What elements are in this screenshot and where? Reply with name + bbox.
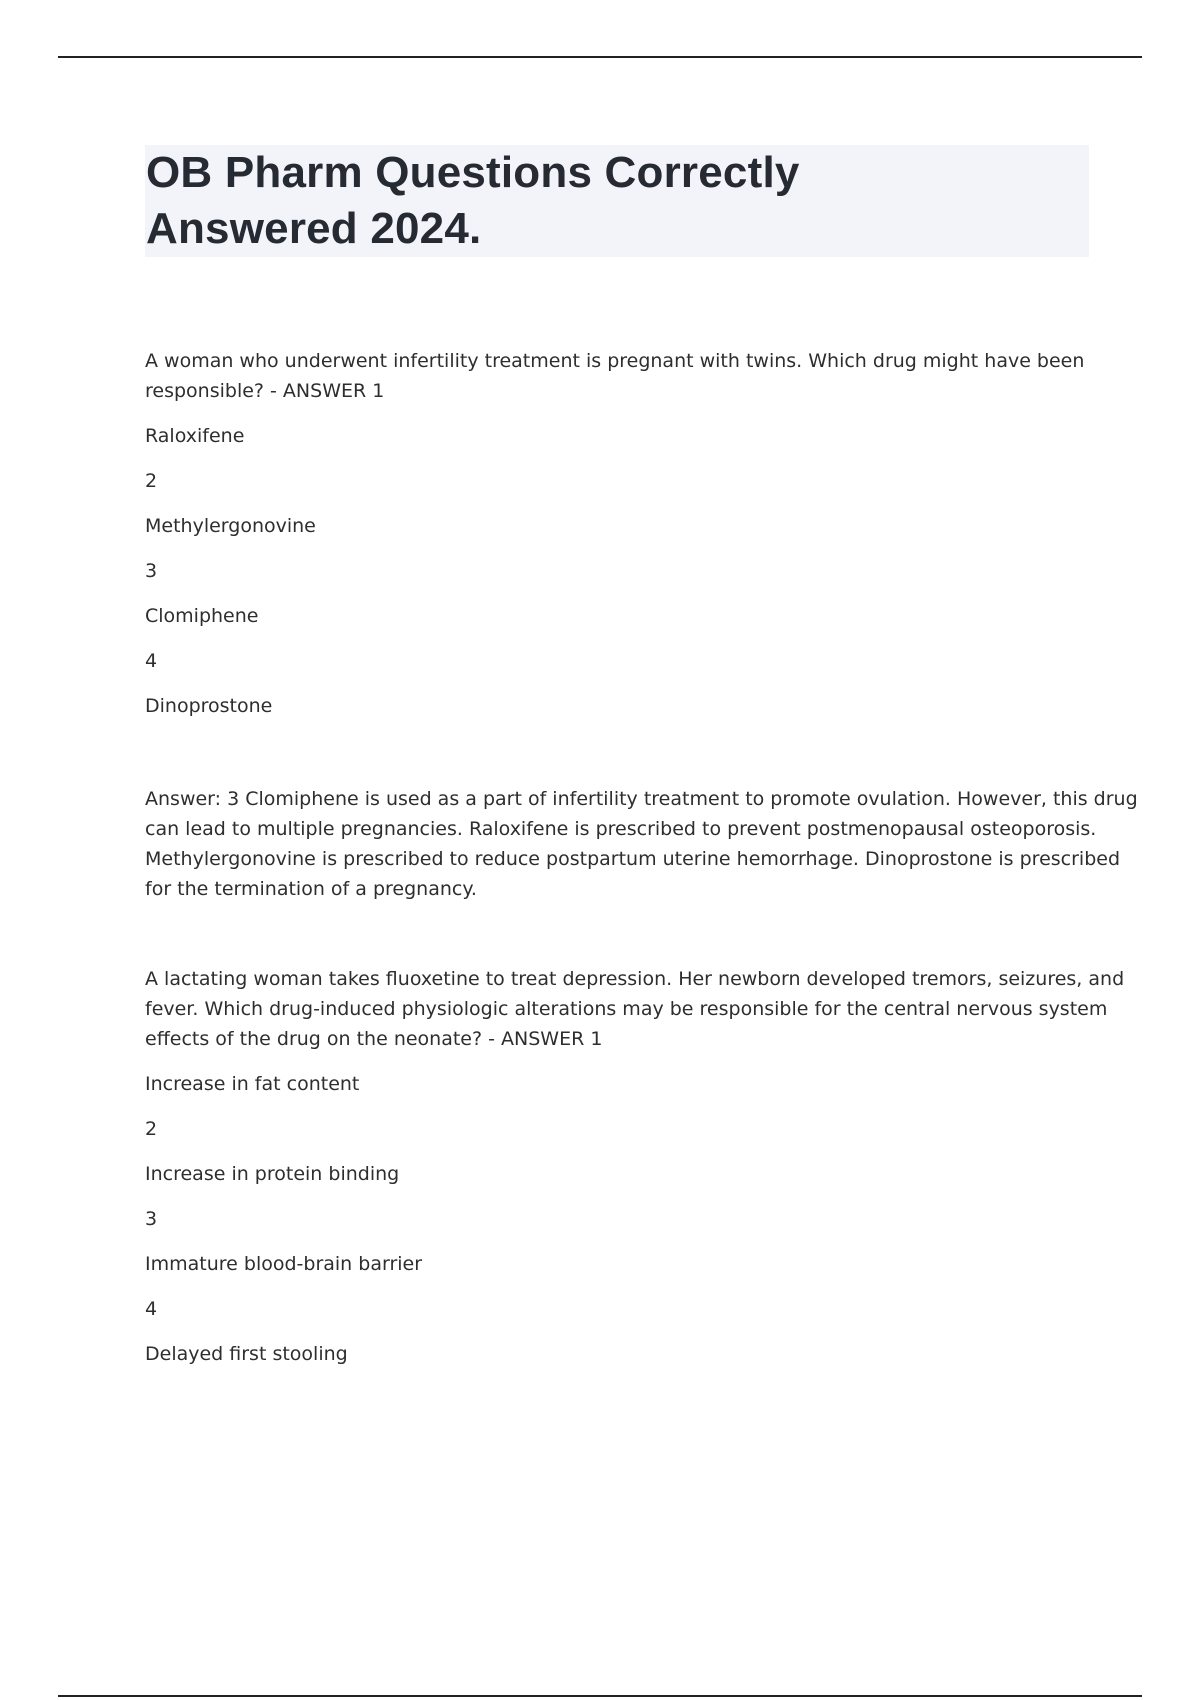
option-number: 4	[145, 650, 158, 672]
question-2	[145, 964, 1125, 1384]
option-number: 2	[145, 470, 158, 492]
option-text: Clomiphene	[145, 605, 259, 627]
stem-line: fever. Which drug-induced physiologic alterations may be responsible for the central nervous system	[145, 998, 1108, 1020]
option-text: Raloxifene	[145, 425, 245, 447]
option-text: Increase in fat content	[145, 1073, 360, 1095]
page-title	[145, 145, 1089, 257]
bottom-divider	[58, 1695, 1142, 1697]
question-1-explanation	[145, 784, 1138, 919]
top-divider	[58, 56, 1142, 58]
explanation-line: can lead to multiple pregnancies. Raloxifene is prescribed to prevent postmenopausal osteoporosis.	[145, 818, 1097, 840]
title-line: Answered 2024.	[146, 204, 482, 253]
explanation-line: Answer: 3 Clomiphene is used as a part of infertility treatment to promote ovulation. However, this drug	[145, 788, 1138, 810]
explanation-line: Methylergonovine is prescribed to reduce postpartum uterine hemorrhage. Dinoprostone is prescribed	[145, 848, 1121, 870]
option-text: Immature blood-brain barrier	[145, 1253, 423, 1275]
question-2-stem	[145, 964, 1125, 1054]
option-text: Increase in protein binding	[145, 1163, 400, 1185]
explanation-line: for the termination of a pregnancy.	[145, 878, 477, 900]
option-text: Methylergonovine	[145, 515, 316, 537]
option-number: 3	[145, 560, 158, 582]
option-text: Delayed first stooling	[145, 1343, 348, 1365]
stem-line: responsible? - ANSWER 1	[145, 380, 385, 402]
title-line: OB Pharm Questions Correctly	[146, 148, 800, 197]
option-number: 4	[145, 1298, 158, 1320]
question-1-stem	[145, 346, 1085, 406]
option-number: 3	[145, 1208, 158, 1230]
stem-line: effects of the drug on the neonate? - ANSWER 1	[145, 1028, 603, 1050]
option-text: Dinoprostone	[145, 695, 273, 717]
option-number: 2	[145, 1118, 158, 1140]
stem-line: A woman who underwent infertility treatment is pregnant with twins. Which drug might have been	[145, 350, 1085, 372]
question-1	[145, 346, 1085, 736]
answer-explanation	[145, 784, 1138, 904]
title-banner	[145, 145, 1089, 257]
stem-line: A lactating woman takes fluoxetine to treat depression. Her newborn developed tremors, seizures, and	[145, 968, 1125, 990]
